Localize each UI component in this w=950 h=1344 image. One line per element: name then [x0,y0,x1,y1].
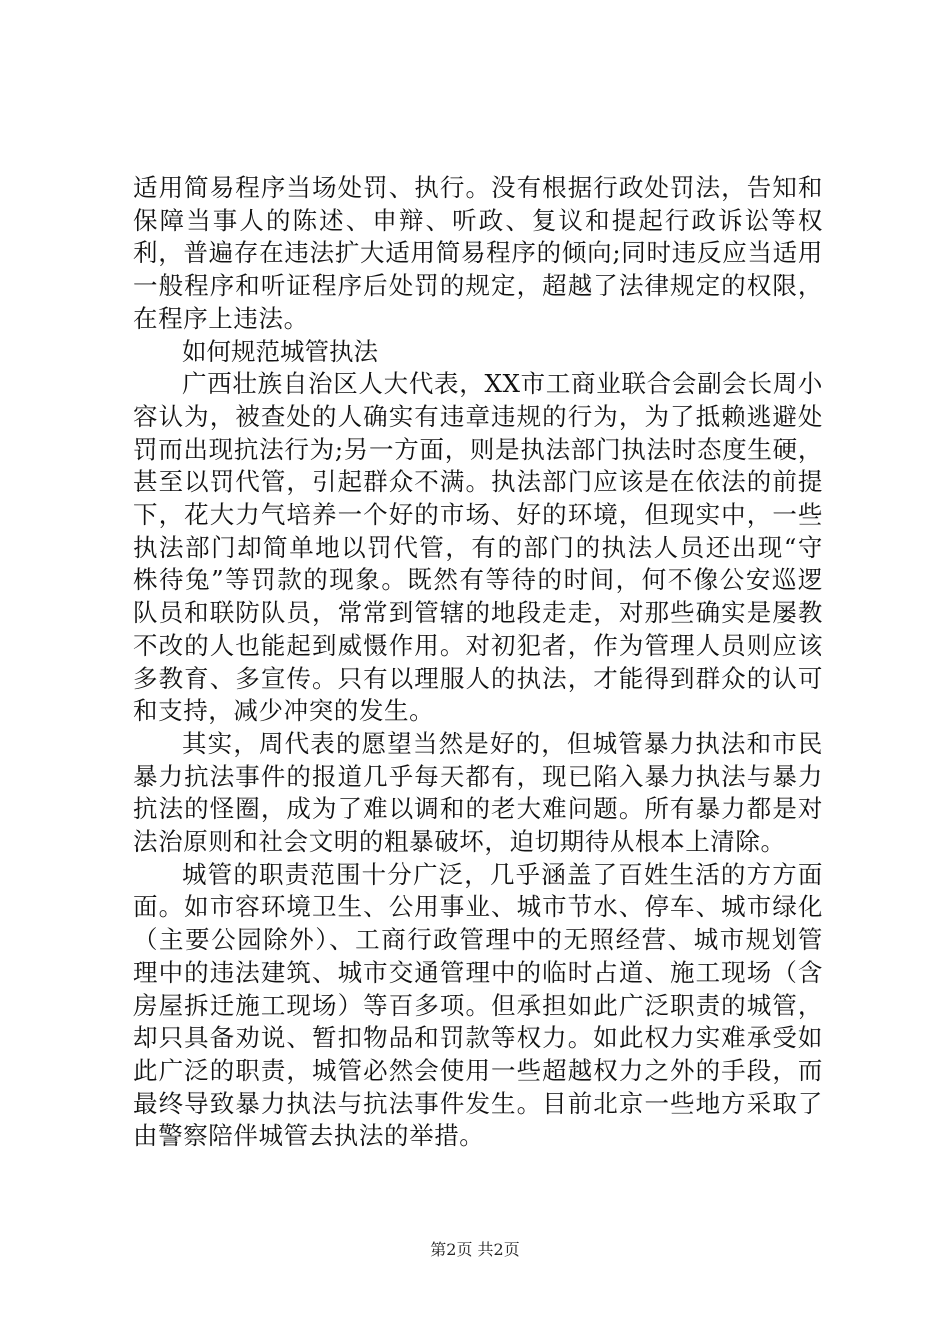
paragraph-violence-cycle: 其实，周代表的愿望当然是好的，但城管暴力执法和市民暴力抗法事件的报道几乎每天都有，现已陷入暴力执法与暴力抗法的怪圈，成为了难以调和的老大难问题。所有暴力都是对法治原则和社会文明的粗暴破坏，迫切期待从根本上清除。 [133,728,823,857]
page-footer: 第2页 共2页 [430,1240,520,1259]
paragraph-chengguan-duties: 城管的职责范围十分广泛，几乎涵盖了百姓生活的方方面面。如市容环境卫生、公用事业、城市节水、停车、城市绿化（主要公园除外）、工商行政管理中的无照经营、城市规划管理中的违法建筑、城市交通管理中的临时占道、施工现场（含房屋拆迁施工现场）等百多项。但承担如此广泛职责的城管，却只具备劝说、暂扣物品和罚款等权力。如此权力实难承受如此广泛的职责，城管必然会使用一些超越权力之外的手段，而最终导致暴力执法与抗法事件发生。目前北京一些地方采取了由警察陪伴城管去执法的举措。 [133,859,823,1151]
document-body [133,172,823,1153]
paragraph-representative-view: 广西壮族自治区人大代表，XX市工商业联合会副会长周小容认为，被查处的人确实有违章违规的行为，为了抵赖逃避处罚而出现抗法行为;另一方面，则是执法部门执法时态度生硬，甚至以罚代管，引起群众不满。执法部门应该是在依法的前提下，花大力气培养一个好的市场、好的环境，但现实中，一些执法部门却简单地以罚代管，有的部门的执法人员还出现“守株待兔”等罚款的现象。既然有等待的时间，何不像公安巡逻队员和联防队员，常常到管辖的地段走走，对那些确实是屡教不改的人也能起到威慑作用。对初犯者，作为管理人员则应该多教育、多宣传。只有以理服人的执法，才能得到群众的认可和支持，减少冲突的发生。 [133,369,823,726]
section-heading: 如何规范城管执法 [182,336,378,366]
paragraph-continuation: 适用简易程序当场处罚、执行。没有根据行政处罚法，告知和保障当事人的陈述、申辩、听政、复议和提起行政诉讼等权利，普遍存在违法扩大适用简易程序的倾向;同时违反应当适用一般程序和听证程序后处罚的规定，超越了法律规定的权限，在程序上违法。 [133,173,823,333]
